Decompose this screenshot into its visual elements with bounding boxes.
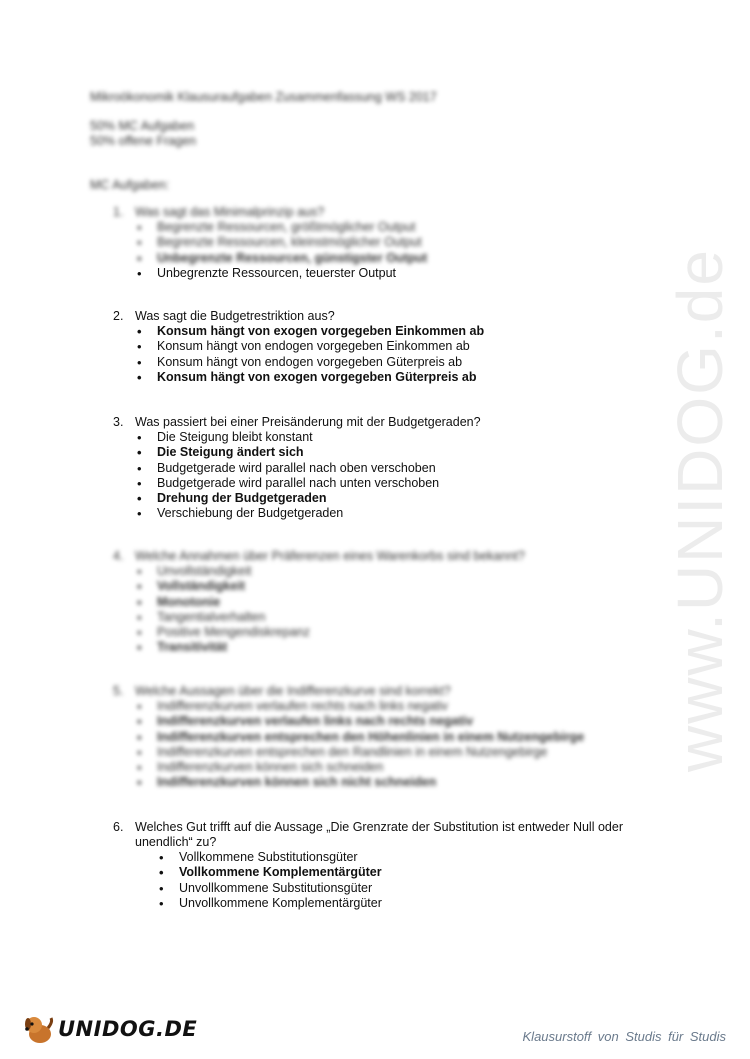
question-2 <box>113 309 673 385</box>
question-3 <box>113 415 673 522</box>
header-line-2: 50% offene Fragen <box>90 134 197 148</box>
option: • Indifferenzkurven können sich schneiden <box>135 760 673 775</box>
question-text: Welche Aussagen über die Indifferenzkurve sind korrekt? <box>135 684 451 698</box>
option-correct: • Drehung der Budgetgeraden <box>135 491 673 506</box>
question-number: 5. <box>113 684 124 698</box>
option: • Begrenzte Ressourcen, größtmöglicher Output <box>135 220 673 235</box>
option: • Indifferenzkurven entsprechen den Randlinien in einem Nutzengebirge <box>135 745 673 760</box>
option: • Budgetgerade wird parallel nach oben verschoben <box>135 461 673 476</box>
option: • Vollkommene Substitutionsgüter <box>157 850 658 865</box>
option-correct: • Die Steigung ändert sich <box>135 445 673 460</box>
question-number: 3. <box>113 415 124 429</box>
option-correct: • Indifferenzkurven können sich nicht schneiden <box>135 775 673 790</box>
question-text: Was sagt die Budgetrestriktion aus? <box>135 309 335 323</box>
options-list <box>113 850 658 911</box>
document-title: Mikroökonomik Klausuraufgaben Zusammenfassung WS 2017 <box>90 90 437 104</box>
options-list <box>113 564 673 656</box>
header-line-1: 50% MC Aufgaben <box>90 119 195 133</box>
question-5 <box>113 684 673 791</box>
option: • Konsum hängt von endogen vorgegeben Güterpreis ab <box>135 355 673 370</box>
question-text: Welches Gut trifft auf die Aussage „Die Grenzrate der Substitution ist entweder Null oder unendlich“ zu? <box>135 820 623 849</box>
option-correct: • Monotonie <box>135 595 673 610</box>
option-correct: • Transitivität <box>135 640 673 655</box>
question-number: 4. <box>113 549 124 563</box>
question-text: Welche Annahmen über Präferenzen eines Warenkorbs sind bekannt? <box>135 549 525 563</box>
options-list <box>113 220 673 281</box>
option-correct: • Konsum hängt von exogen vorgegeben Güterpreis ab <box>135 370 673 385</box>
option: • Unbegrenzte Ressourcen, teuerster Output <box>135 266 673 281</box>
option-correct: • Indifferenzkurven entsprechen den Höhenlinien in einem Nutzengebirge <box>135 730 673 745</box>
options-list <box>113 324 673 385</box>
dog-icon <box>22 1012 56 1046</box>
option: • Konsum hängt von endogen vorgegeben Einkommen ab <box>135 339 673 354</box>
question-text: Was passiert bei einer Preisänderung mit der Budgetgeraden? <box>135 415 481 429</box>
logo-text: UNIDOG.DE <box>58 1017 198 1041</box>
options-list <box>113 699 673 791</box>
question-number: 6. <box>113 820 124 834</box>
option: • Indifferenzkurven verlaufen rechts nach links negativ <box>135 699 673 714</box>
option: • Budgetgerade wird parallel nach unten verschoben <box>135 476 673 491</box>
option: • Unvollkommene Substitutionsgüter <box>157 881 658 896</box>
option: • Begrenzte Ressourcen, kleinstmöglicher Output <box>135 235 673 250</box>
question-number: 1. <box>113 205 124 219</box>
option: • Tangentialverhalten <box>135 610 673 625</box>
question-4 <box>113 549 673 656</box>
option-correct: • Vollständigkeit <box>135 579 673 594</box>
question-number: 2. <box>113 309 124 323</box>
question-text: Was sagt das Minimalprinzip aus? <box>135 205 325 219</box>
option-correct: • Indifferenzkurven verlaufen links nach rechts negativ <box>135 714 673 729</box>
option: • Verschiebung der Budgetgeraden <box>135 506 673 521</box>
option: • Unvollkommene Komplementärgüter <box>157 896 658 911</box>
tagline: Klausurstoff von Studis für Studis <box>522 1029 726 1044</box>
question-1 <box>113 205 673 281</box>
question-6 <box>113 820 658 911</box>
option-correct: • Konsum hängt von exogen vorgegeben Einkommen ab <box>135 324 673 339</box>
watermark-text: www.UNIDOG.de <box>664 248 736 772</box>
option: • Positive Mengendiskrepanz <box>135 625 673 640</box>
mc-heading: MC Aufgaben: <box>90 178 170 192</box>
unidog-logo <box>22 1012 197 1046</box>
option: • Unvollständigkeit <box>135 564 673 579</box>
options-list <box>113 430 673 522</box>
option-correct: • Vollkommene Komplementärgüter <box>157 865 658 880</box>
option: • Die Steigung bleibt konstant <box>135 430 673 445</box>
option-correct: • Unbegrenzte Ressourcen, günstigster Output <box>135 251 673 266</box>
